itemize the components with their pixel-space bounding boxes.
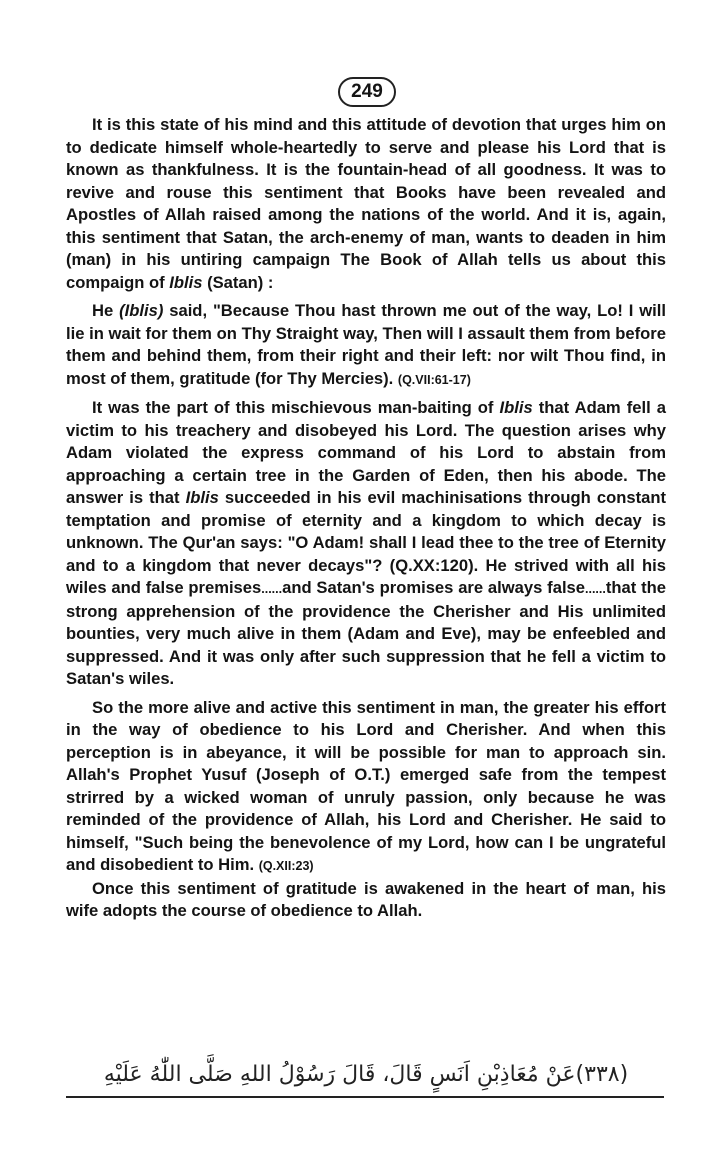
- italic-term: Iblis: [169, 272, 203, 292]
- text-run: So the more alive and active this sentiment in man, the greater his effort in the way of obedience to his Lord and Cherisher. And when this perception is in abeyance, it will be possible for man to approach sin. Allah's Prophet Yusuf (Joseph of O.T.) emerged safe from the tempest strirred by a wicked woman of unruly passion, only because he was reminded of the providence of Allah, his Lord and Cherisher. He said to himself, "Such being the benevolence of my Lord, how can I be ungrateful and disobedient to Him.: [66, 697, 666, 874]
- text-run: It was the part of this mischievous man-baiting of: [92, 398, 500, 417]
- text-run: (Satan) :: [202, 272, 274, 292]
- paragraph-1: [66, 114, 666, 294]
- italic-term: Iblis: [499, 398, 533, 417]
- paragraph-5: [66, 878, 666, 923]
- arabic-footnote: (٣٣٨)عَنْ مُعَاذِبْنِ اَنَسٍ قَالَ، قَالَ رَسُوْلُ اللهِ صَلَّى اللّٰهُ عَلَيْهِ: [103, 1062, 629, 1087]
- text-run: He: [92, 301, 120, 320]
- text-run: that the strong apprehension of the providence the Cherisher and His unlimited bounties, very much alive in them (Adam and Eve), may be enfeebled and suppressed. And it was only after such suppression that he fell a victim to Satan's wiles.: [66, 578, 666, 688]
- text-run: and Satan's promises are always false: [282, 578, 586, 597]
- italic-term: (Iblis): [119, 301, 164, 320]
- text-run: Once this sentiment of gratitude is awakened in the heart of man, his wife adopts the course of obedience to Allah.: [66, 878, 666, 920]
- paragraph-2-quote: [66, 300, 666, 391]
- dotted-dash: ......: [585, 582, 606, 596]
- italic-term: Iblis: [185, 488, 219, 507]
- dotted-dash: ......: [261, 582, 283, 596]
- footer-rule: [66, 1096, 664, 1098]
- body-text: [66, 114, 666, 929]
- paragraph-3: [66, 397, 666, 691]
- quran-reference: (Q.XII:23): [258, 859, 314, 873]
- quran-reference: (Q.VII:61-17): [397, 372, 471, 387]
- text-run: It is this state of his mind and this attitude of devotion that urges him on to dedicate himself whole-heartedly to serve and please his Lord that is known as thankfulness. It is the fountain-head of all goodness. It was to revive and rouse this sentiment that Books have been revealed and Apostles of Allah raised among the nations of the world. And it is, again, this sentiment that Satan, the arch-enemy of man, wants to deaden in him (man) in his untiring campaign The Book of Allah tells us about this compaign of: [66, 115, 666, 292]
- paragraph-4: [66, 697, 666, 878]
- page-number: 249: [338, 77, 396, 107]
- text-run: that Adam fell a victim to his treachery and disobeyed his Lord. The question arises why Adam violated the express command of his Lord to abstain from approaching a certain tree in the Garden of Eden, then his abode. The answer is that: [66, 398, 666, 507]
- text-run: said, "Because Thou hast thrown me out of the way, Lo! I will lie in wait for them on Thy Straight way, Then will I assault them from before them and behind them, from their right and their left: nor wilt Thou find, in most of them, gratitude (for Thy Mercies).: [66, 301, 666, 388]
- text-run: succeeded in his evil machinisations through constant temptation and promise of eternity and a kingdom to which decay is unknown. The Qur'an says: "O Adam! shall I lead thee to the tree of Eternity and to a kingdom that never decays"? (Q.XX:120). He strived with all his wiles and false premises: [66, 488, 666, 597]
